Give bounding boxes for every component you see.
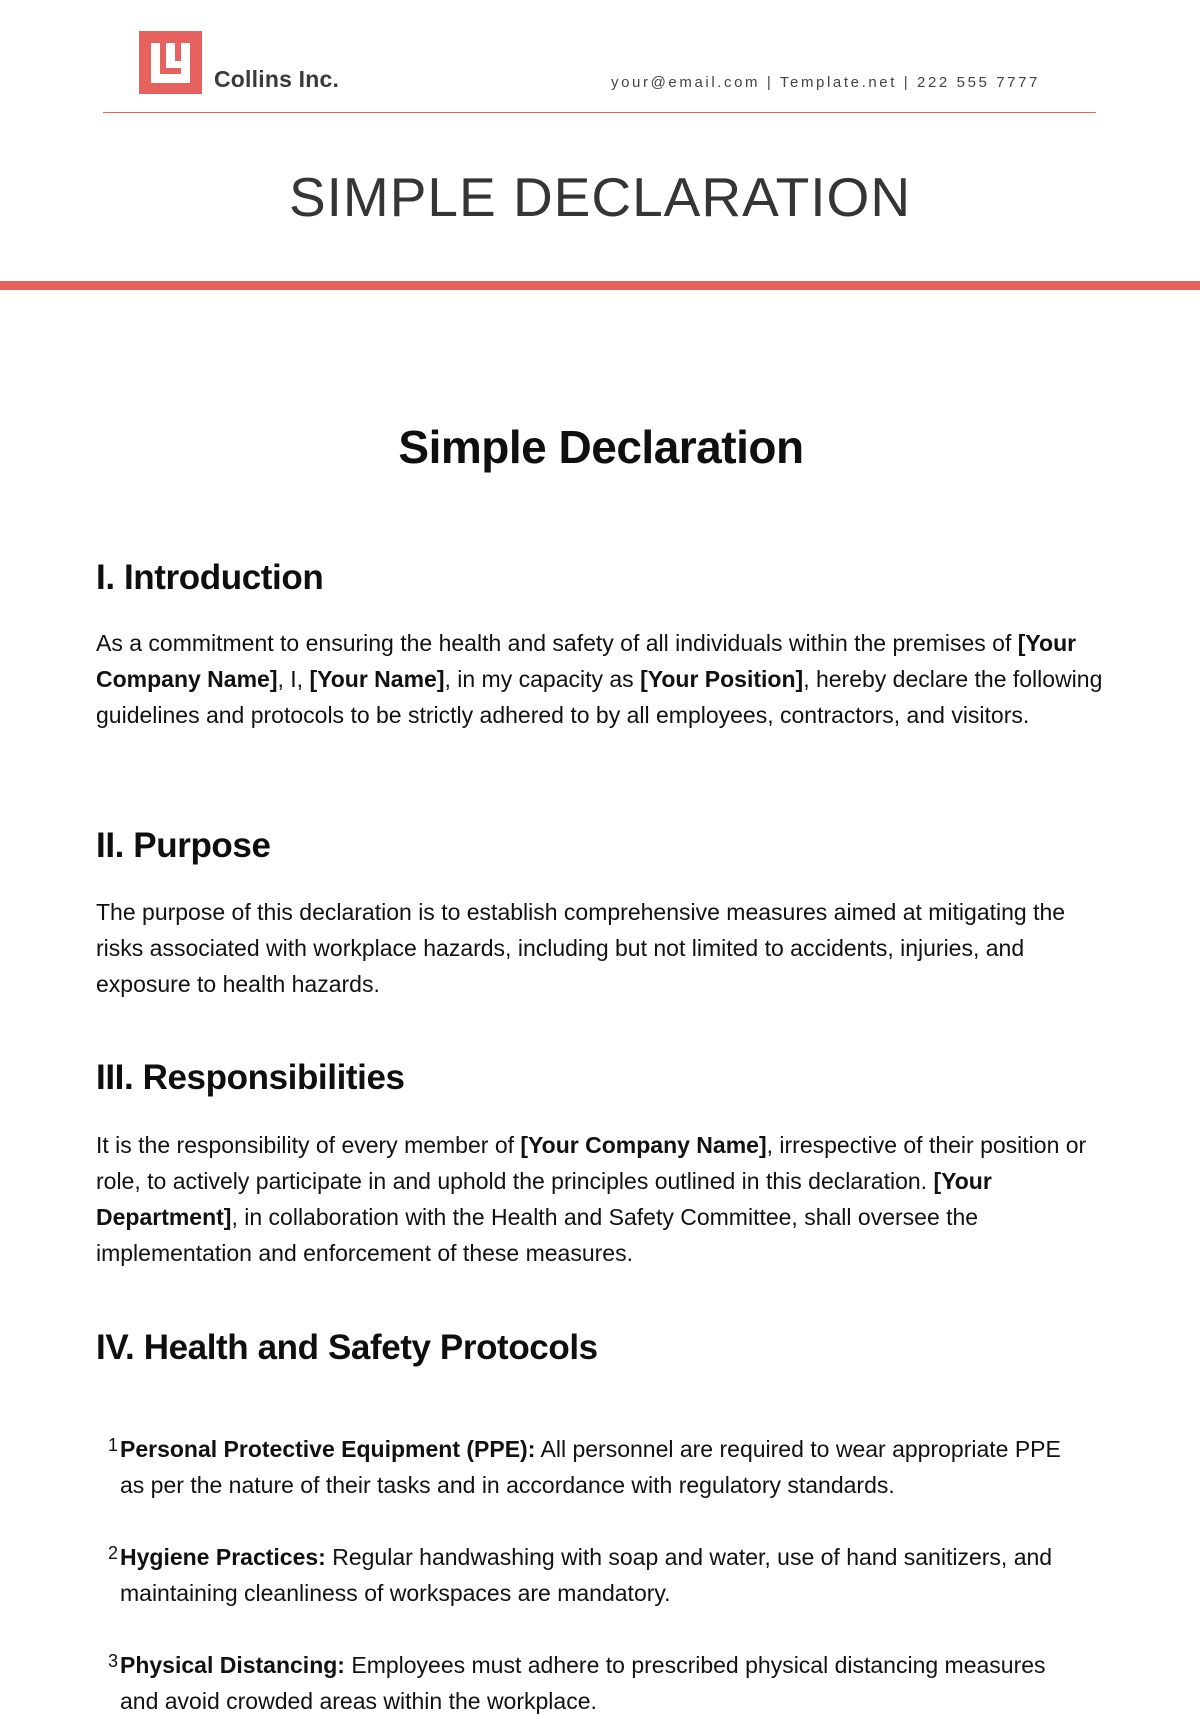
section-heading-protocols: IV. Health and Safety Protocols <box>96 1328 598 1367</box>
section-heading-responsibilities: III. Responsibilities <box>96 1058 405 1097</box>
responsibilities-paragraph <box>96 1127 1106 1271</box>
list-item-label: Hygiene Practices: <box>120 1544 326 1570</box>
text-run: , irrespective of their position or role, to actively participate in and uphold the principles outlined in this declaration. <box>96 1132 1087 1194</box>
banner-title: SIMPLE DECLARATION <box>288 166 912 228</box>
list-item-label: Personal Protective Equipment (PPE): <box>120 1436 536 1462</box>
text-run: As a commitment to ensuring the health and safety of all individuals within the premises of <box>96 630 1018 656</box>
placeholder-department: [Your Department] <box>96 1168 992 1230</box>
placeholder-your-name: [Your Name] <box>309 666 445 692</box>
placeholder-company-name: [Your Company Name] <box>520 1132 767 1158</box>
document-title: Simple Declaration <box>398 421 804 473</box>
list-item-text: All personnel are required to wear appropriate PPE as per the nature of their tasks and in accordance with regulatory standards. <box>120 1436 1061 1498</box>
section-heading-introduction: I. Introduction <box>96 558 324 597</box>
banner-bar <box>0 281 1200 290</box>
list-item-number: 1 <box>108 1435 119 1455</box>
section-heading-purpose: II. Purpose <box>96 826 271 865</box>
introduction-paragraph <box>96 625 1106 733</box>
list-item <box>108 1647 1090 1719</box>
collins-logo-icon <box>139 31 202 94</box>
header-divider <box>103 112 1096 113</box>
contact-info: your@email.com | Template.net | 222 555 7777 <box>611 74 1040 91</box>
list-item <box>108 1431 1090 1503</box>
text-run: It is the responsibility of every member of <box>96 1132 521 1158</box>
text-run: , I, <box>277 666 310 692</box>
text-run: , in my capacity as <box>444 666 641 692</box>
list-item-label: Physical Distancing: <box>120 1652 345 1678</box>
placeholder-your-position: [Your Position] <box>640 666 804 692</box>
page-header <box>0 0 1200 120</box>
text-run: , hereby declare the following guidelines and protocols to be strictly adhered to by all employees, contractors, and visitors. <box>96 666 1103 728</box>
list-item-number: 2 <box>108 1543 119 1563</box>
list-item <box>108 1539 1090 1611</box>
list-item-number: 3 <box>108 1651 119 1671</box>
placeholder-company-name: [Your Company Name] <box>96 630 1077 692</box>
purpose-paragraph: The purpose of this declaration is to establish comprehensive measures aimed at mitigating the risks associated with workplace hazards, including but not limited to accidents, injuries, and exposure to health hazards. <box>96 899 1066 997</box>
company-name: Collins Inc. <box>214 66 340 92</box>
list-item-text: Regular handwashing with soap and water, use of hand sanitizers, and maintaining cleanliness of workspaces are mandatory. <box>120 1544 1053 1606</box>
text-run: , in collaboration with the Health and Safety Committee, shall oversee the implementation and enforcement of these measures. <box>96 1204 979 1266</box>
list-item-text: Employees must adhere to prescribed physical distancing measures and avoid crowded areas within the workplace. <box>120 1652 1046 1714</box>
